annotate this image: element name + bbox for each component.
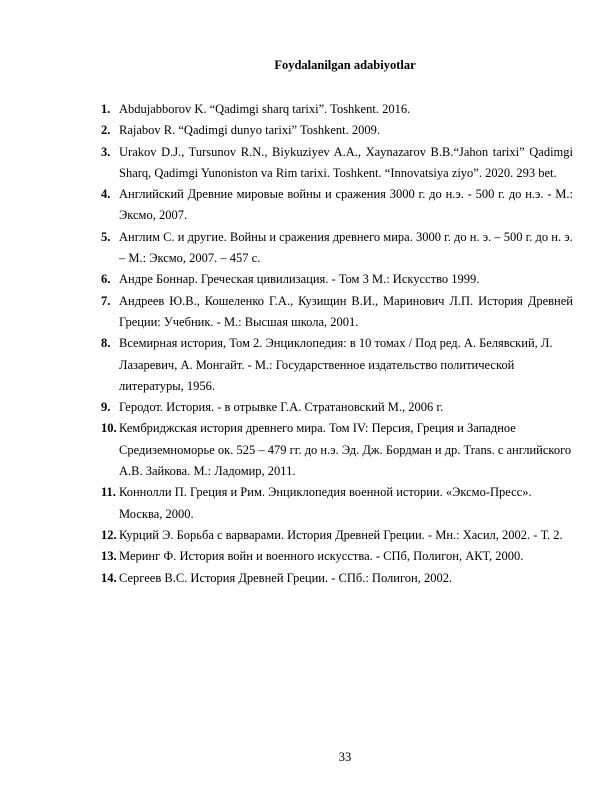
reference-text: Андреев Ю.В., Кошеленко Г.А., Кузищин В.И., Маринович Л.П. История Древней Греции: Учебник. - М.: Высшая школа, 2001. [119, 293, 573, 329]
reference-text: Сергеев В.С. История Древней Греции. - СПб.: Полигон, 2002. [119, 570, 453, 585]
reference-number: 5. [101, 229, 111, 244]
reference-item [101, 418, 573, 482]
reference-text: Английский Древние мировые войны и сражения 3000 г. до н.э. - 500 г. до н.э. - М.: Эксмо, 2007. [119, 187, 573, 223]
reference-text: Rajabov R. “Qadimgi dunyo tarixi” Toshkent. 2009. [119, 123, 381, 138]
reference-item [101, 568, 573, 589]
reference-item [101, 99, 573, 120]
reference-number: 14. [101, 570, 117, 585]
reference-text: Кембриджская история древнего мира. Том IV: Персия, Греция и Западное Средиземноморье ок. 525 – 479 гг. до н.э. Эд. Дж. Бордман и др. Trans. с английского А.В. Зайкова. М.: Ладомир, 2011. [119, 421, 572, 479]
reference-number: 6. [101, 272, 111, 287]
reference-number: 10. [101, 421, 117, 436]
reference-item [101, 184, 573, 227]
page-number: 33 [338, 750, 352, 764]
reference-text: Курций Э. Борьба с варварами. История Древней Греции. - Мн.: Хасил, 2002. - Т. 2. [119, 527, 563, 542]
reference-number: 1. [101, 102, 111, 116]
reference-text: Андре Боннар. Греческая цивилизация. - Том 3 М.: Искусство 1999. [119, 272, 480, 287]
reference-number: 4. [101, 187, 111, 202]
reference-text: Urakov D.J., Tursunov R.N., Biykuziyev A.A., Xaynazarov B.B.“Jahon tarixi” Qadimgi Sharq, Qadimgi Yunoniston va Rim tarixi. Toshkent. “Innovatsiya ziyo”. 2020. 293 bet. [119, 144, 573, 180]
reference-number: 8. [101, 336, 111, 351]
reference-text: Abdujabborov K. “Qadimgi sharq tarixi”. Toshkent. 2016. [119, 102, 411, 116]
reference-item [101, 525, 573, 546]
page-title: Foydalanilgan adabiyotlar [274, 58, 416, 72]
reference-item [101, 482, 573, 525]
reference-item [101, 120, 573, 141]
reference-number: 13. [101, 549, 117, 564]
reference-item [101, 333, 573, 397]
reference-item [101, 291, 573, 334]
reference-text: Всемирная история, Том 2. Энциклопедия: в 10 томах / Под ред. А. Белявский, Л. Лазаревич, А. Монгайт. - М.: Государственное издательство политической литературы, 1956. [119, 336, 553, 393]
reference-item [101, 546, 573, 567]
reference-text: Англим С. и другие. Войны и сражения древнего мира. 3000 г. до н. э. – 500 г. до н. э. – М.: Эксмо, 2007. – 457 с. [119, 229, 573, 266]
reference-number: 12. [101, 527, 117, 542]
reference-list [101, 99, 573, 589]
reference-number: 2. [101, 123, 111, 138]
reference-item [101, 227, 573, 270]
reference-item [101, 142, 573, 185]
reference-text: Меринг Ф. История войн и военного искусства. - СПб, Полигон, АКТ, 2000. [119, 549, 524, 564]
reference-number: 11. [101, 485, 116, 500]
reference-number: 7. [101, 293, 111, 308]
reference-number: 3. [101, 144, 111, 159]
reference-item [101, 397, 573, 418]
reference-item [101, 269, 573, 290]
reference-number: 9. [101, 400, 111, 415]
reference-text: Геродот. История. - в отрывке Г.А. Стратановский М., 2006 г. [119, 400, 444, 415]
reference-text: Коннолли П. Греция и Рим. Энциклопедия военной истории. «Эксмо-Пресс». Москва, 2000. [119, 485, 532, 521]
